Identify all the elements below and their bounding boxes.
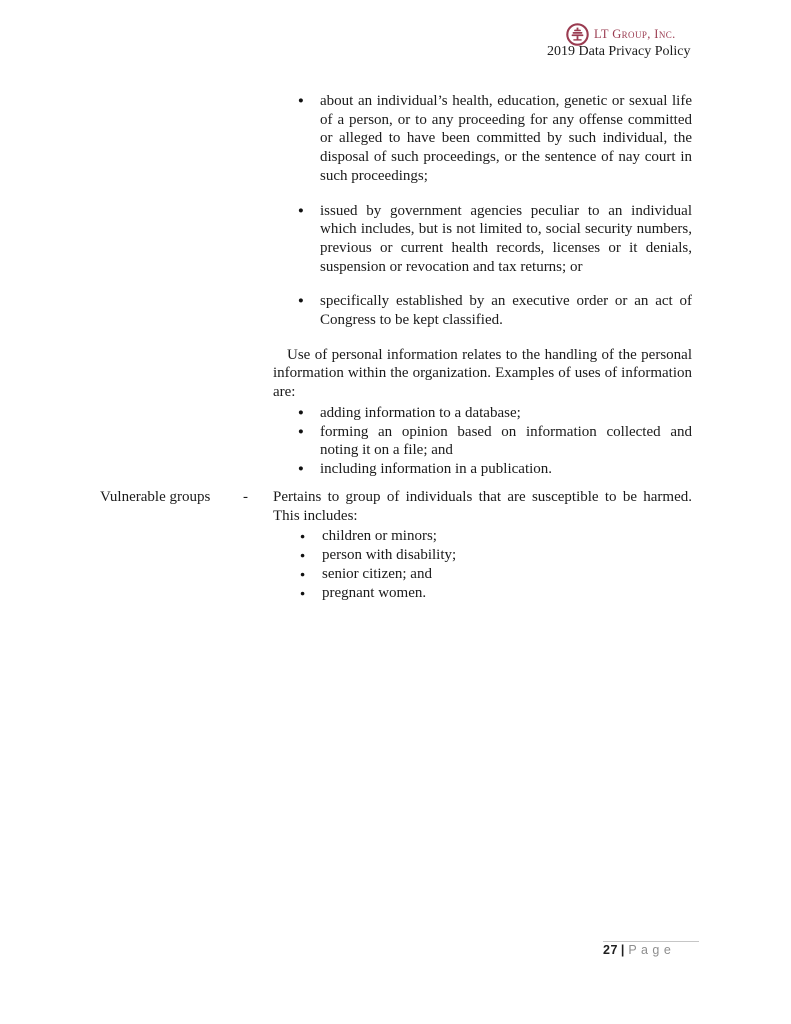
page-word: P a g e: [628, 943, 672, 957]
list-item-text: pregnant women.: [322, 585, 427, 602]
document-title: 2019 Data Privacy Policy: [547, 44, 691, 59]
company-name: LT Group, Inc.: [594, 27, 676, 41]
list-item: [273, 423, 692, 460]
list-item: [273, 546, 692, 565]
bullet-icon: ●: [298, 407, 304, 418]
list-item-text: forming an opinion based on information collected and noting it on a file; and: [320, 423, 692, 459]
list-item: [273, 527, 692, 546]
list-item-text: person with disability;: [322, 547, 457, 564]
bullet-icon: ●: [298, 426, 304, 437]
list-item-text: including information in a publication.: [320, 460, 553, 477]
bullet-icon: ●: [300, 550, 306, 561]
definition-text: Pertains to group of individuals that are susceptible to be harmed. This includes:: [273, 489, 692, 524]
bullet-icon: ●: [300, 569, 306, 580]
bullet-icon: ●: [298, 296, 304, 307]
list-item-text: children or minors;: [322, 528, 437, 545]
list-item: [273, 202, 692, 277]
page-number-label: [603, 943, 671, 958]
list-item: [273, 565, 692, 584]
body-content: [273, 92, 692, 479]
lt-group-logo-icon: [566, 23, 589, 46]
bullet-icon: ●: [300, 531, 306, 542]
page-number: 27: [603, 943, 618, 957]
vulnerable-groups-list: [273, 527, 692, 603]
uses-of-information-list: [273, 404, 692, 479]
list-item: [273, 292, 692, 329]
definition-body: [273, 488, 692, 603]
footer-separator: |: [620, 943, 625, 957]
list-item: [273, 584, 692, 603]
use-of-personal-information-paragraph: Use of personal information relates to the handling of the personal information within the organization. Examples of uses of information are:: [273, 346, 692, 401]
list-item-text: adding information to a database;: [320, 404, 521, 421]
bullet-icon: ●: [298, 205, 304, 216]
list-item-text: senior citizen; and: [322, 566, 432, 583]
definition-row-vulnerable-groups: [100, 488, 692, 603]
list-item-text: specifically established by an executive order or an act of Congress to be kept classified.: [320, 293, 692, 329]
bullet-icon: ●: [300, 588, 306, 599]
bullet-icon: ●: [298, 96, 304, 106]
list-item: [273, 404, 692, 423]
footer-divider-line: [603, 941, 699, 942]
bullet-icon: ●: [298, 463, 304, 474]
list-item: [273, 460, 692, 479]
list-item-text: issued by government agencies peculiar to an individual which includes, but is not limited to, social security numbers, previous or current health records, licenses or it denials, suspension or revocation and tax returns; or: [320, 202, 692, 275]
list-item-text: about an individual’s health, education, genetic or sexual life of a person, or to any proceeding for any offense committed or alleged to have been committed by such individual, the disposal of such proceedings, or the sentence of nay court in such proceedings;: [320, 93, 692, 184]
definition-term: Vulnerable groups: [100, 489, 211, 505]
list-item: [273, 92, 692, 186]
page-header-brand: [566, 23, 676, 46]
sensitive-info-bullet-list: [273, 92, 692, 330]
definition-separator: -: [243, 489, 248, 505]
